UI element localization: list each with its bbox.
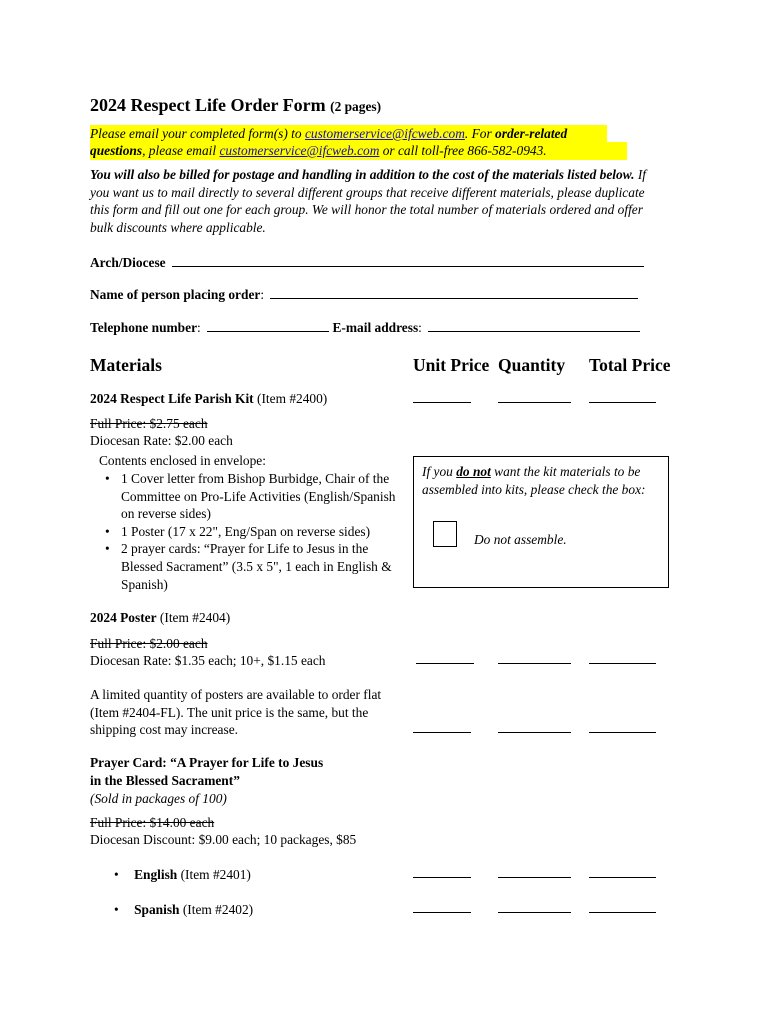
colon: : xyxy=(260,287,265,302)
list-item: • 1 Cover letter from Bishop Burbidge, Chair of the Committee on Pro-Life Activities (English/Spanish on reverse sides) xyxy=(99,470,399,523)
contents-label: Contents enclosed in envelope: xyxy=(99,453,266,468)
quantity-heading: Quantity xyxy=(498,355,566,375)
poster-total-field[interactable] xyxy=(589,663,656,664)
prayer-card-full-price: Full Price: $14.00 each xyxy=(90,815,215,830)
poster-title xyxy=(90,609,230,627)
variant-item: (Item #2401) xyxy=(177,867,251,882)
poster-full-price: Full Price: $2.00 each xyxy=(90,636,208,651)
list-item: • 2 prayer cards: “Prayer for Life to Jesus in the Blessed Sacrament” (3.5 x 5", 1 each in English & Spanish) xyxy=(99,540,399,593)
pages-note: (2 pages) xyxy=(330,99,382,114)
variant-name: English xyxy=(134,867,178,882)
spanish-total-field[interactable] xyxy=(589,912,656,913)
spanish-unit-price-field[interactable] xyxy=(413,912,471,913)
parish-kit-total-field[interactable] xyxy=(589,402,656,403)
parish-kit-name: 2024 Respect Life Parish Kit xyxy=(90,391,254,406)
poster-flat-total-field[interactable] xyxy=(589,732,656,733)
poster-name: 2024 Poster xyxy=(90,610,157,625)
prayer-card-english xyxy=(114,866,251,884)
prayer-card-sold-note: (Sold in packages of 100) xyxy=(90,791,227,806)
box-text: If you xyxy=(422,464,457,479)
poster-flat-note: A limited quantity of posters are available to order flat (Item #2404-FL). The unit price is the same, but the shipping cost may increase. xyxy=(90,687,382,738)
prayer-card-spanish xyxy=(114,901,253,919)
poster-unit-price-field[interactable] xyxy=(416,663,474,664)
poster-flat-quantity-field[interactable] xyxy=(498,732,571,733)
total-price-heading: Total Price xyxy=(589,355,671,375)
materials-heading: Materials xyxy=(90,355,162,375)
contact-row xyxy=(90,319,640,337)
prayer-card-title xyxy=(90,754,323,789)
colon: : xyxy=(197,320,201,335)
variant-item: (Item #2402) xyxy=(179,902,254,917)
notice-text: or call toll-free 866-582-0943. xyxy=(379,143,547,158)
box-text: want the kit materials to be assembled into kits, please check the box: xyxy=(422,464,646,497)
email-link-1[interactable]: customerservice@ifcweb.com xyxy=(304,126,465,141)
bullet: • xyxy=(114,902,119,917)
list-item: • 1 Poster (17 x 22", Eng/Span on reverse sides) xyxy=(99,523,399,541)
person-name-field[interactable] xyxy=(270,287,638,299)
arch-diocese-field[interactable] xyxy=(172,255,644,267)
telephone-label: Telephone number xyxy=(90,320,198,335)
english-total-field[interactable] xyxy=(589,877,656,878)
notice-text: . For xyxy=(464,126,496,141)
notice-text: Please email your completed form(s) to xyxy=(90,126,305,141)
notice-text: , please email xyxy=(142,143,220,158)
email-field[interactable] xyxy=(428,320,640,332)
notice-bold: questions xyxy=(90,143,143,158)
poster-flat-unit-price-field[interactable] xyxy=(413,732,471,733)
arch-diocese-row xyxy=(90,254,644,272)
billing-paragraph xyxy=(90,166,665,236)
parish-kit-diocesan-rate: Diocesan Rate: $2.00 each xyxy=(90,433,233,448)
poster-quantity-field[interactable] xyxy=(498,663,571,664)
parish-kit-title xyxy=(90,390,327,408)
unit-price-heading: Unit Price xyxy=(413,355,490,375)
parish-kit-quantity-field[interactable] xyxy=(498,402,571,403)
prayer-card-diocesan-discount: Diocesan Discount: $9.00 each; 10 packages, $85 xyxy=(90,832,357,847)
poster-item: (Item #2404) xyxy=(156,610,231,625)
billing-bold: You will also be billed for postage and handling in addition to the cost of the materials listed below. xyxy=(90,167,635,182)
variant-name: Spanish xyxy=(134,902,180,917)
parish-kit-item: (Item #2400) xyxy=(253,391,328,406)
prayer-card-name-line-2: in the Blessed Sacrament” xyxy=(90,772,240,788)
parish-kit-full-price: Full Price: $2.75 each xyxy=(90,416,208,431)
title-text: 2024 Respect Life Order Form xyxy=(90,95,326,115)
notice-line-1 xyxy=(90,125,607,143)
notice-line-2 xyxy=(90,142,627,160)
person-name-label: Name of person placing order xyxy=(90,287,261,302)
page-title xyxy=(90,94,381,118)
telephone-field[interactable] xyxy=(207,320,329,332)
do-not-assemble-label: Do not assemble. xyxy=(474,532,567,547)
poster-diocesan-rate: Diocesan Rate: $1.35 each; 10+, $1.15 each xyxy=(90,653,326,668)
billing-text: If you want us to mail directly to several different groups that receive different materials, please duplicate this form and fill out one for each group. We will honor the total number of materials ordered and offer bulk discounts where applicable. xyxy=(90,167,647,235)
box-emphasis: do not xyxy=(456,464,491,479)
prayer-card-name-line-1: Prayer Card: “A Prayer for Life to Jesus xyxy=(90,755,324,770)
parish-kit-unit-price-field[interactable] xyxy=(413,402,471,403)
person-name-row xyxy=(90,286,638,304)
contents-list xyxy=(99,470,399,593)
arch-diocese-label: Arch/Diocese xyxy=(90,255,166,270)
do-not-assemble-checkbox[interactable] xyxy=(433,521,457,547)
colon: : xyxy=(418,320,422,335)
bullet: • xyxy=(114,867,119,882)
notice-bold: order-related xyxy=(495,126,568,141)
english-quantity-field[interactable] xyxy=(498,877,571,878)
english-unit-price-field[interactable] xyxy=(413,877,471,878)
email-label: E-mail address xyxy=(332,320,419,335)
email-link-2[interactable]: customerservice@ifcweb.com xyxy=(219,143,380,158)
spanish-quantity-field[interactable] xyxy=(498,912,571,913)
